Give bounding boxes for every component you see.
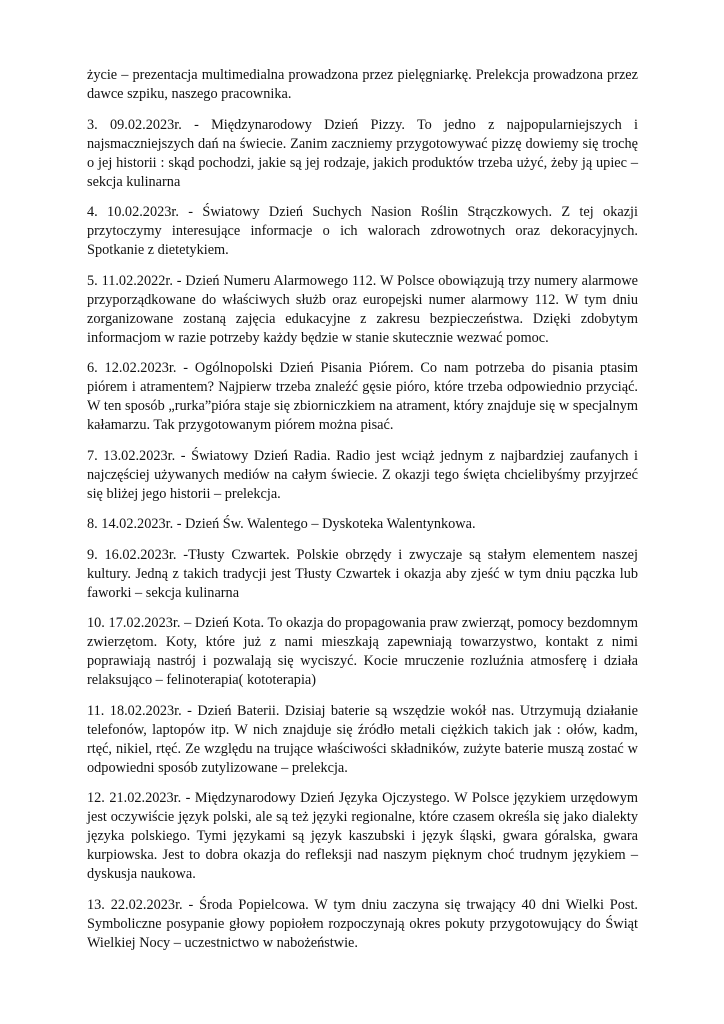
document-page: [87, 66, 638, 953]
paragraph-item-4: 4. 10.02.2023r. - Światowy Dzień Suchych Nasion Roślin Strączkowych. Z tej okazji przytoczymy interesujące informacje o ich walorach zdrowotnych oraz dekoracyjnych. Spotkanie z dietetykiem.: [87, 204, 638, 258]
paragraph-continuation: życie – prezentacja multimedialna prowadzona przez pielęgniarkę. Prelekcja prowadzona przez dawce szpiku, naszego pracownika.: [87, 67, 638, 102]
paragraph-item-8: 8. 14.02.2023r. - Dzień Św. Walentego – Dyskoteka Walentynkowa.: [87, 516, 476, 532]
paragraph-item-13: 13. 22.02.2023r. - Środa Popielcowa. W tym dniu zaczyna się trwający 40 dni Wielki Post. Symboliczne posypanie głowy popiołem rozpoczynają okres pokuty przygotowujący do Świąt Wielkiej Nocy – uczestnictwo w nabożeństwie.: [87, 896, 638, 951]
paragraph-item-7: 7. 13.02.2023r. - Światowy Dzień Radia. Radio jest wciąż jednym z najbardziej zaufanych i najczęściej używanych mediów na całym świecie. Z okazji tego święta chcielibyśmy przyjrzeć się bliżej jego historii – prelekcja.: [87, 447, 638, 502]
paragraph-item-10: 10. 17.02.2023r. – Dzień Kota. To okazja do propagowania praw zwierząt, pomocy bezdomnym zwierzętom. Koty, które już z nami mieszkają zapewniają towarzystwo, kontakt z nimi poprawiają nastrój i pozwalają się wyciszyć. Kocie mruczenie rozluźnia atmosferę i działa relaksująco – felinoterapia( kototerapia): [87, 615, 638, 688]
paragraph-item-11: 11. 18.02.2023r. - Dzień Baterii. Dzisiaj baterie są wszędzie wokół nas. Utrzymują działanie telefonów, laptopów itp. W nich znajduje się źródło metali ciężkich takich jak : ołów, kadm, rtęć, nikiel, rtęć. Ze względu na trujące właściwości składników, zużyte baterie muszą zostać w odpowiedni sposób zutylizowane – prelekcja.: [87, 702, 638, 776]
paragraph-item-5: 5. 11.02.2022r. - Dzień Numeru Alarmowego 112. W Polsce obowiązują trzy numery alarmowe przyporządkowane do właściwych służb oraz europejski numer alarmowy 112. W tym dniu zorganizowane zostaną zajęcia edukacyjne z zakresu bezpieczeństwa. Dzięki zdobytym informacjom w razie potrzeby każdy będzie w stanie skutecznie wezwać pomoc.: [87, 272, 638, 346]
paragraph-item-9: 9. 16.02.2023r. -Tłusty Czwartek. Polskie obrzędy i zwyczaje są stałym elementem naszej kultury. Jedną z takich tradycji jest Tłusty Czwartek i okazja aby zjeść w tym dniu pączka lub faworki – sekcja kulinarna: [87, 546, 638, 601]
paragraph-item-12: 12. 21.02.2023r. - Międzynarodowy Dzień Języka Ojczystego. W Polsce językiem urzędowym jest oczywiście język polski, ale są też języki regionalne, które czasem określa się jako dialekty języka polskiego. Tymi językami są język kaszubski i język śląski, gwara góralska, gwara kurpiowska. Jest to dobra okazja do refleksji nad naszym pięknym choć trudnym językiem – dyskusja naukowa.: [87, 790, 638, 882]
paragraph-item-3: 3. 09.02.2023r. - Międzynarodowy Dzień Pizzy. To jedno z najpopularniejszych i najsmaczniejszych dań na świecie. Zanim zaczniemy przygotowywać pizzę dowiemy się trochę o jej historii : skąd pochodzi, jakie są jej rodzaje, jakich produktów trzeba użyć, żeby ją upiec – sekcja kulinarna: [87, 116, 638, 190]
paragraph-item-6: 6. 12.02.2023r. - Ogólnopolski Dzień Pisania Piórem. Co nam potrzeba do pisania ptasim piórem i atramentem? Najpierw trzeba znaleźć gęsie pióro, które trzeba odpowiednio przyciąć. W ten sposób „rurka”pióra staje się zbiorniczkiem na atrament, który znajduje się w specjalnym kałamarzu. Tak przygotowanym piórem można pisać.: [87, 360, 638, 433]
